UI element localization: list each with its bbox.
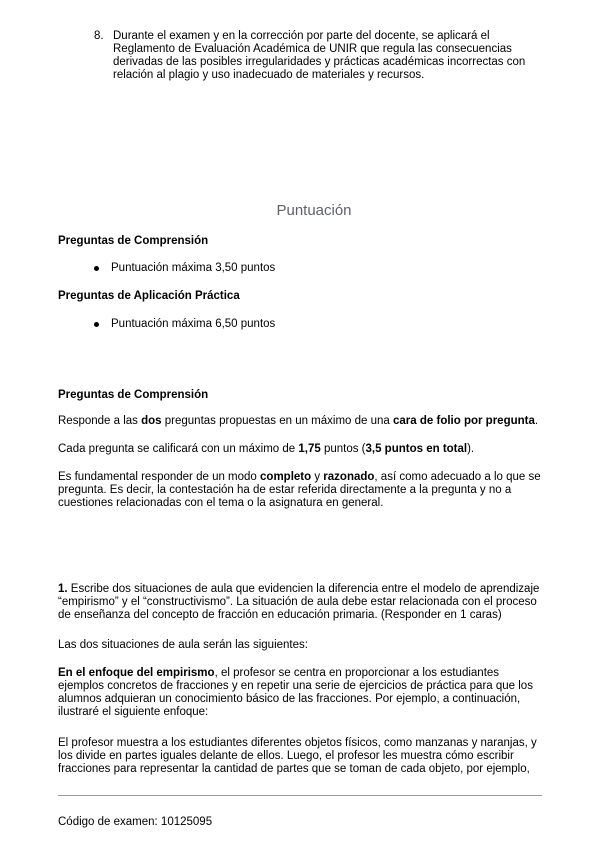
instruction-paragraph-1 bbox=[58, 415, 544, 428]
bold-run: cara de folio por pregunta bbox=[393, 415, 535, 427]
text-run: Escribe dos situaciones de aula que evidencien la diferencia entre el modelo de aprendizaje bbox=[67, 583, 540, 595]
bullet-icon bbox=[94, 322, 99, 327]
text-line: pregunta. Es decir, la contestación ha de estar referida directamente a la pregunta y no a bbox=[58, 484, 512, 496]
instruction-paragraph-3 bbox=[58, 471, 544, 510]
question-1 bbox=[58, 583, 544, 622]
text-line: “empirismo” y el “constructivismo”. La situación de aula debe estar relacionada con el proceso bbox=[58, 596, 537, 608]
bold-run: razonado bbox=[323, 471, 375, 483]
list-number: 8. bbox=[94, 30, 104, 42]
text-line: derivadas de las posibles irregularidades y prácticas académicas incorrectas con bbox=[113, 56, 526, 68]
exam-code: Código de examen: 10125095 bbox=[58, 816, 213, 828]
bullet-text: Puntuación máxima 6,50 puntos bbox=[111, 318, 276, 330]
text-line: de enseñanza del concepto de fracción en educación primaria. (Responder en 1 caras) bbox=[58, 609, 502, 621]
bullet-text: Puntuación máxima 3,50 puntos bbox=[111, 262, 276, 274]
text-line: fracciones para representar la cantidad de partes que se toman de cada objeto, por ejemplo, bbox=[58, 763, 530, 775]
answer-paragraph-empirismo bbox=[58, 667, 544, 719]
text-run: . bbox=[534, 415, 539, 427]
text-line: ejemplos concretos de fracciones y en repetir una serie de ejercicios de práctica para que los bbox=[58, 680, 533, 692]
question-number: 1. bbox=[58, 583, 68, 595]
bullet-icon bbox=[94, 266, 99, 271]
text-line: los divide en partes iguales delante de ellos. Luego, el profesor les muestra cómo escribir bbox=[58, 750, 514, 762]
text-line bbox=[58, 471, 544, 484]
heading-comprension: Preguntas de Comprensión bbox=[58, 235, 209, 247]
text-run: y bbox=[311, 471, 324, 483]
bold-run: En el enfoque del empirismo bbox=[58, 667, 215, 679]
text-run: preguntas propuestas en un máximo de una bbox=[161, 415, 394, 427]
heading-comprension-instructions: Preguntas de Comprensión bbox=[58, 389, 209, 401]
answer-intro: Las dos situaciones de aula serán las siguientes: bbox=[58, 639, 308, 651]
text-line: relación al plagio y uso inadecuado de materiales y recursos. bbox=[113, 69, 425, 81]
text-run: ). bbox=[467, 443, 475, 455]
text-line: cuestiones relacionadas con el tema o la asignatura en general. bbox=[58, 497, 384, 509]
text-line: ilustraré el siguiente enfoque: bbox=[58, 706, 209, 718]
answer-paragraph-example bbox=[58, 737, 544, 776]
bold-run: 3,5 puntos en total bbox=[365, 443, 468, 455]
text-run: puntos ( bbox=[320, 443, 366, 455]
text-line bbox=[58, 667, 544, 680]
heading-aplicacion: Preguntas de Aplicación Práctica bbox=[58, 290, 240, 302]
bold-run: dos bbox=[141, 415, 162, 427]
text-run: , así como adecuado a lo que se bbox=[374, 471, 541, 483]
rule-item-text bbox=[113, 30, 553, 82]
text-run: Cada pregunta se calificará con un máximo de bbox=[58, 443, 299, 455]
text-line bbox=[58, 583, 544, 596]
text-run: Responde a las bbox=[58, 415, 142, 427]
instruction-paragraph-2 bbox=[58, 443, 544, 456]
text-line: Durante el examen y en la corrección por parte del docente, se aplicará el bbox=[113, 30, 490, 42]
section-title-puntuacion: Puntuación bbox=[276, 202, 352, 219]
footer-divider bbox=[58, 795, 542, 796]
text-run: Es fundamental responder de un modo bbox=[58, 471, 261, 483]
text-run: , el profesor se centra en proporcionar a los estudiantes bbox=[214, 667, 500, 679]
bold-run: completo bbox=[260, 471, 312, 483]
text-line: Reglamento de Evaluación Académica de UNIR que regula las consecuencias bbox=[113, 43, 512, 55]
text-line: El profesor muestra a los estudiantes diferentes objetos físicos, como manzanas y naranjas, y bbox=[58, 737, 537, 749]
text-line: alumnos adquieran un conocimiento básico de las fracciones. Por ejemplo, a continuación, bbox=[58, 693, 521, 705]
bold-run: 1,75 bbox=[298, 443, 321, 455]
